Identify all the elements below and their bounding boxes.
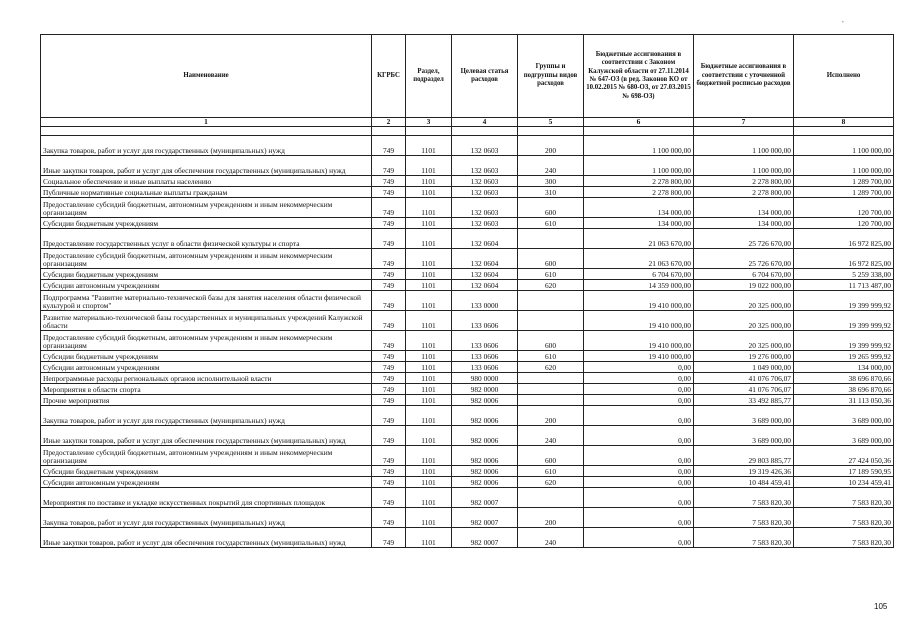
row-kgrbs: 749	[372, 362, 406, 373]
row-assign-law: 134 000,00	[584, 218, 694, 229]
row-kgrbs: 749	[372, 373, 406, 384]
row-group	[518, 395, 584, 406]
row-kgrbs: 749	[372, 229, 406, 249]
row-group: 240	[518, 528, 584, 548]
row-name: Прочие мероприятия	[41, 395, 372, 406]
table-row	[41, 291, 894, 311]
table-row	[41, 373, 894, 384]
row-target: 132 0604	[452, 249, 518, 269]
table-row	[41, 198, 894, 218]
row-executed: 1 100 000,00	[794, 156, 894, 176]
row-name: Социальное обеспечение и иные выплаты населению	[41, 176, 372, 187]
row-name: Развитие материально-технической базы государственных и муниципальных учреждений Калужской области	[41, 311, 372, 331]
row-assign-refined: 7 583 820,30	[694, 508, 794, 528]
row-group	[518, 488, 584, 508]
table-row	[41, 477, 894, 488]
header-name: Наименование	[41, 35, 372, 118]
row-kgrbs: 749	[372, 291, 406, 311]
row-kgrbs: 749	[372, 426, 406, 446]
row-executed: 38 696 870,66	[794, 373, 894, 384]
header-executed: Исполнено	[794, 35, 894, 118]
table-row	[41, 280, 894, 291]
row-kgrbs: 749	[372, 508, 406, 528]
row-kgrbs: 749	[372, 331, 406, 351]
row-assign-law: 0,00	[584, 406, 694, 426]
table-row	[41, 528, 894, 548]
row-assign-law: 6 704 670,00	[584, 269, 694, 280]
row-assign-refined: 19 022 000,00	[694, 280, 794, 291]
row-section: 1101	[406, 229, 452, 249]
table-row	[41, 249, 894, 269]
row-assign-law: 0,00	[584, 466, 694, 477]
row-target: 982 0000	[452, 384, 518, 395]
row-executed: 17 189 590,95	[794, 466, 894, 477]
row-target: 133 0606	[452, 351, 518, 362]
row-assign-law: 1 100 000,00	[584, 136, 694, 156]
row-group	[518, 311, 584, 331]
row-name: Публичные нормативные социальные выплаты гражданам	[41, 187, 372, 198]
row-section: 1101	[406, 395, 452, 406]
row-section: 1101	[406, 156, 452, 176]
column-numbers-row	[41, 118, 894, 127]
page-number: 105	[874, 602, 888, 611]
row-kgrbs: 749	[372, 136, 406, 156]
row-assign-law: 0,00	[584, 373, 694, 384]
table-row	[41, 229, 894, 249]
row-target: 982 0006	[452, 426, 518, 446]
table-row	[41, 351, 894, 362]
row-group: 610	[518, 218, 584, 229]
row-assign-refined: 3 689 000,00	[694, 406, 794, 426]
row-section: 1101	[406, 136, 452, 156]
row-assign-law: 0,00	[584, 488, 694, 508]
row-name: Предоставление субсидий бюджетным, автономным учреждениям и иным некоммерческим организациям	[41, 198, 372, 218]
row-assign-law: 2 278 800,00	[584, 187, 694, 198]
row-assign-law: 0,00	[584, 528, 694, 548]
row-section: 1101	[406, 362, 452, 373]
table-row	[41, 466, 894, 477]
row-executed: 7 583 820,30	[794, 488, 894, 508]
row-assign-law: 19 410 000,00	[584, 331, 694, 351]
row-executed: 120 700,00	[794, 198, 894, 218]
row-executed: 16 972 825,00	[794, 249, 894, 269]
row-executed: 3 689 000,00	[794, 406, 894, 426]
row-target: 132 0604	[452, 280, 518, 291]
row-group: 600	[518, 331, 584, 351]
row-assign-refined: 20 325 000,00	[694, 291, 794, 311]
row-kgrbs: 749	[372, 446, 406, 466]
row-target: 980 0000	[452, 373, 518, 384]
header-target: Целевая статья расходов	[452, 35, 518, 118]
row-section: 1101	[406, 406, 452, 426]
table-row	[41, 136, 894, 156]
row-section: 1101	[406, 291, 452, 311]
row-section: 1101	[406, 198, 452, 218]
row-section: 1101	[406, 269, 452, 280]
row-target: 982 0007	[452, 508, 518, 528]
row-assign-refined: 10 484 459,41	[694, 477, 794, 488]
row-target: 133 0000	[452, 291, 518, 311]
row-executed: 10 234 459,41	[794, 477, 894, 488]
row-section: 1101	[406, 426, 452, 446]
row-assign-refined: 41 076 706,07	[694, 373, 794, 384]
row-executed: 38 696 870,66	[794, 384, 894, 395]
row-kgrbs: 749	[372, 528, 406, 548]
header-row	[41, 35, 894, 118]
row-group	[518, 384, 584, 395]
row-executed: 3 689 000,00	[794, 426, 894, 446]
row-assign-law: 21 063 670,00	[584, 249, 694, 269]
row-section: 1101	[406, 477, 452, 488]
row-group: 620	[518, 362, 584, 373]
row-name: Мероприятия по поставке и укладке искусственных покрытий для спортивных площадок	[41, 488, 372, 508]
table-row	[41, 426, 894, 446]
row-target: 132 0603	[452, 187, 518, 198]
row-section: 1101	[406, 528, 452, 548]
row-assign-law: 0,00	[584, 395, 694, 406]
row-group: 600	[518, 249, 584, 269]
row-name: Предоставление субсидий бюджетным, автономным учреждениям и иным некоммерческим организациям	[41, 249, 372, 269]
col-number: 1	[41, 118, 372, 127]
row-name: Предоставление государственных услуг в области физической культуры и спорта	[41, 229, 372, 249]
row-group	[518, 291, 584, 311]
row-target: 132 0603	[452, 176, 518, 187]
row-assign-refined: 33 492 885,77	[694, 395, 794, 406]
row-kgrbs: 749	[372, 395, 406, 406]
row-kgrbs: 749	[372, 249, 406, 269]
table-row	[41, 176, 894, 187]
col-number: 8	[794, 118, 894, 127]
row-assign-law: 0,00	[584, 477, 694, 488]
row-name: Субсидии бюджетным учреждениям	[41, 351, 372, 362]
row-assign-refined: 20 325 000,00	[694, 331, 794, 351]
table-row	[41, 311, 894, 331]
row-assign-refined: 6 704 670,00	[694, 269, 794, 280]
row-section: 1101	[406, 218, 452, 229]
row-group: 610	[518, 466, 584, 477]
row-section: 1101	[406, 311, 452, 331]
row-assign-law: 21 063 670,00	[584, 229, 694, 249]
row-assign-refined: 7 583 820,30	[694, 488, 794, 508]
row-kgrbs: 749	[372, 384, 406, 395]
row-group: 200	[518, 508, 584, 528]
row-name: Субсидии автономным учреждениям	[41, 477, 372, 488]
row-assign-law: 0,00	[584, 508, 694, 528]
row-executed: 11 713 487,00	[794, 280, 894, 291]
row-group: 300	[518, 176, 584, 187]
row-executed: 19 399 999,92	[794, 311, 894, 331]
row-executed: 1 289 700,00	[794, 176, 894, 187]
row-group: 240	[518, 426, 584, 446]
row-group: 200	[518, 406, 584, 426]
row-assign-law: 0,00	[584, 446, 694, 466]
row-group: 600	[518, 198, 584, 218]
row-target: 133 0606	[452, 331, 518, 351]
row-name: Иные закупки товаров, работ и услуг для обеспечения государственных (муниципальных) нужд	[41, 156, 372, 176]
row-group: 620	[518, 477, 584, 488]
row-name: Непрограммные расходы региональных органов исполнительной власти	[41, 373, 372, 384]
row-target: 982 0006	[452, 477, 518, 488]
row-executed: 27 424 050,36	[794, 446, 894, 466]
row-name: Субсидии автономным учреждениям	[41, 280, 372, 291]
row-name: Субсидии автономным учреждениям	[41, 362, 372, 373]
row-assign-law: 134 000,00	[584, 198, 694, 218]
row-kgrbs: 749	[372, 176, 406, 187]
row-group: 600	[518, 446, 584, 466]
row-assign-law: 19 410 000,00	[584, 351, 694, 362]
table-row	[41, 508, 894, 528]
row-executed: 19 399 999,92	[794, 331, 894, 351]
row-kgrbs: 749	[372, 311, 406, 331]
row-group: 610	[518, 269, 584, 280]
row-section: 1101	[406, 488, 452, 508]
col-number: 5	[518, 118, 584, 127]
col-number: 6	[584, 118, 694, 127]
row-executed: 19 265 999,92	[794, 351, 894, 362]
row-assign-refined: 3 689 000,00	[694, 426, 794, 446]
row-kgrbs: 749	[372, 218, 406, 229]
row-group	[518, 373, 584, 384]
row-assign-refined: 20 325 000,00	[694, 311, 794, 331]
row-name: Предоставление субсидий бюджетным, автономным учреждениям и иным некоммерческим организациям	[41, 446, 372, 466]
row-kgrbs: 749	[372, 156, 406, 176]
row-assign-law: 19 410 000,00	[584, 311, 694, 331]
header-assign-law: Бюджетные ассигнования в соответствии с Законом Калужской области от 27.11.2014 № 647-ОЗ (в ред. Законов КО от 10.02.2015 № 680-ОЗ, от 27.03.2015 № 698-ОЗ)	[584, 35, 694, 118]
row-name: Иные закупки товаров, работ и услуг для обеспечения государственных (муниципальных) нужд	[41, 528, 372, 548]
row-assign-refined: 1 100 000,00	[694, 156, 794, 176]
row-executed: 5 259 338,00	[794, 269, 894, 280]
row-assign-law: 1 100 000,00	[584, 156, 694, 176]
row-target: 133 0606	[452, 311, 518, 331]
row-executed: 1 100 000,00	[794, 136, 894, 156]
table-row	[41, 269, 894, 280]
row-kgrbs: 749	[372, 269, 406, 280]
row-assign-law: 14 359 000,00	[584, 280, 694, 291]
row-assign-refined: 19 319 426,36	[694, 466, 794, 477]
row-executed: 16 972 825,00	[794, 229, 894, 249]
table-row	[41, 156, 894, 176]
row-target: 132 0603	[452, 218, 518, 229]
row-assign-refined: 41 076 706,07	[694, 384, 794, 395]
col-number: 7	[694, 118, 794, 127]
row-section: 1101	[406, 331, 452, 351]
row-assign-refined: 2 278 800,00	[694, 176, 794, 187]
table-row	[41, 488, 894, 508]
row-section: 1101	[406, 187, 452, 198]
row-section: 1101	[406, 351, 452, 362]
scan-mark: ,	[842, 16, 844, 24]
row-target: 982 0006	[452, 466, 518, 477]
row-name: Подпрограмма "Развитие материально-технической базы для занятия населения области физической культурой и спортом"	[41, 291, 372, 311]
row-executed: 1 289 700,00	[794, 187, 894, 198]
row-target: 982 0006	[452, 395, 518, 406]
col-number: 3	[406, 118, 452, 127]
row-kgrbs: 749	[372, 406, 406, 426]
row-name: Мероприятия в области спорта	[41, 384, 372, 395]
row-executed: 7 583 820,30	[794, 528, 894, 548]
table-row	[41, 384, 894, 395]
row-executed: 134 000,00	[794, 362, 894, 373]
table-row	[41, 331, 894, 351]
row-assign-law: 19 410 000,00	[584, 291, 694, 311]
row-section: 1101	[406, 176, 452, 187]
row-target: 132 0603	[452, 156, 518, 176]
row-kgrbs: 749	[372, 351, 406, 362]
row-section: 1101	[406, 373, 452, 384]
row-assign-refined: 1 049 000,00	[694, 362, 794, 373]
row-assign-refined: 7 583 820,30	[694, 528, 794, 548]
row-group: 240	[518, 156, 584, 176]
row-assign-refined: 25 726 670,00	[694, 229, 794, 249]
row-group: 610	[518, 351, 584, 362]
row-kgrbs: 749	[372, 488, 406, 508]
row-assign-refined: 29 803 885,77	[694, 446, 794, 466]
row-target: 982 0007	[452, 488, 518, 508]
table-body	[41, 118, 894, 548]
row-section: 1101	[406, 384, 452, 395]
row-assign-law: 0,00	[584, 362, 694, 373]
spacer-row	[41, 127, 894, 136]
col-number: 2	[372, 118, 406, 127]
row-target: 982 0007	[452, 528, 518, 548]
row-assign-refined: 1 100 000,00	[694, 136, 794, 156]
row-target: 982 0006	[452, 406, 518, 426]
header-section: Раздел, подраздел	[406, 35, 452, 118]
row-section: 1101	[406, 508, 452, 528]
row-section: 1101	[406, 446, 452, 466]
row-target: 132 0604	[452, 269, 518, 280]
row-target: 132 0603	[452, 136, 518, 156]
row-target: 132 0604	[452, 229, 518, 249]
row-name: Закупка товаров, работ и услуг для государственных (муниципальных) нужд	[41, 508, 372, 528]
row-executed: 7 583 820,30	[794, 508, 894, 528]
row-section: 1101	[406, 249, 452, 269]
row-group: 620	[518, 280, 584, 291]
row-kgrbs: 749	[372, 198, 406, 218]
row-name: Субсидии бюджетным учреждениям	[41, 269, 372, 280]
row-section: 1101	[406, 280, 452, 291]
table-row	[41, 362, 894, 373]
row-assign-refined: 134 000,00	[694, 218, 794, 229]
row-executed: 19 399 999,92	[794, 291, 894, 311]
table-row	[41, 446, 894, 466]
row-assign-refined: 2 278 800,00	[694, 187, 794, 198]
row-group	[518, 229, 584, 249]
row-name: Субсидии бюджетным учреждениям	[41, 466, 372, 477]
row-name: Предоставление субсидий бюджетным, автономным учреждениям и иным некоммерческим организациям	[41, 331, 372, 351]
table-row	[41, 218, 894, 229]
row-assign-law: 0,00	[584, 384, 694, 395]
table-row	[41, 406, 894, 426]
row-assign-refined: 19 276 000,00	[694, 351, 794, 362]
row-executed: 31 113 050,36	[794, 395, 894, 406]
row-assign-law: 2 278 800,00	[584, 176, 694, 187]
row-name: Иные закупки товаров, работ и услуг для обеспечения государственных (муниципальных) нужд	[41, 426, 372, 446]
row-name: Закупка товаров, работ и услуг для государственных (муниципальных) нужд	[41, 406, 372, 426]
col-number: 4	[452, 118, 518, 127]
row-target: 982 0006	[452, 446, 518, 466]
row-target: 132 0603	[452, 198, 518, 218]
row-kgrbs: 749	[372, 280, 406, 291]
table-row	[41, 187, 894, 198]
header-ktrbs: КГРБС	[372, 35, 406, 118]
row-name: Закупка товаров, работ и услуг для государственных (муниципальных) нужд	[41, 136, 372, 156]
header-assign-refined: Бюджетные ассигнования в соответствии с уточненной бюджетной росписью расходов	[694, 35, 794, 118]
row-section: 1101	[406, 466, 452, 477]
row-group: 310	[518, 187, 584, 198]
row-assign-refined: 134 000,00	[694, 198, 794, 218]
header-groups: Группы и подгруппы видов расходов	[518, 35, 584, 118]
row-kgrbs: 749	[372, 477, 406, 488]
table-row	[41, 395, 894, 406]
row-assign-refined: 25 726 670,00	[694, 249, 794, 269]
row-group: 200	[518, 136, 584, 156]
row-target: 133 0606	[452, 362, 518, 373]
row-kgrbs: 749	[372, 466, 406, 477]
row-executed: 120 700,00	[794, 218, 894, 229]
row-assign-law: 0,00	[584, 426, 694, 446]
row-kgrbs: 749	[372, 187, 406, 198]
budget-table	[40, 34, 894, 548]
row-name: Субсидии бюджетным учреждениям	[41, 218, 372, 229]
